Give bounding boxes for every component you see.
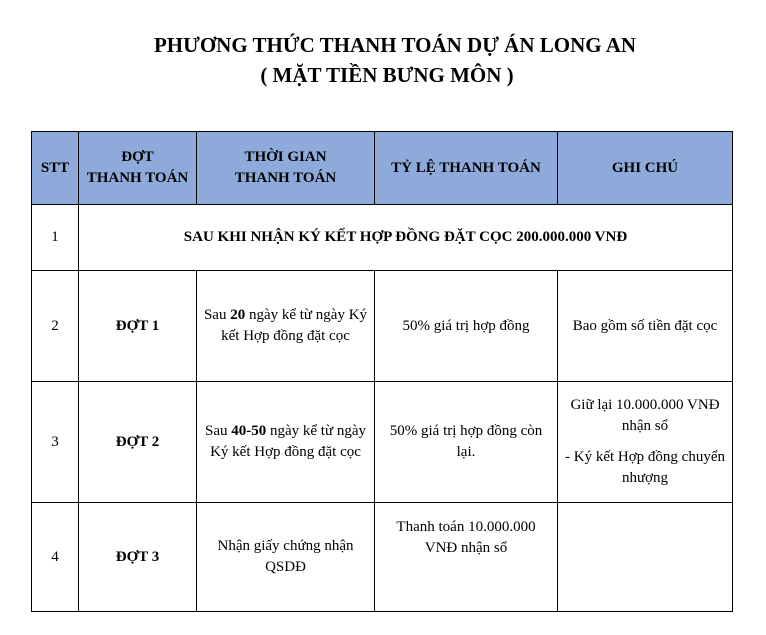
header-time: [197, 132, 375, 205]
cell-stt: 3: [32, 382, 79, 503]
cell-stt: 4: [32, 503, 79, 612]
time-prefix: Sau: [204, 423, 232, 439]
time-prefix: Sau: [203, 307, 231, 323]
cell-ratio: Thanh toán 10.000.000 VNĐ nhận sổ: [375, 503, 558, 612]
header-note: GHI CHÚ: [558, 132, 733, 205]
document-subtitle: ( MẶT TIỀN BƯNG MÔN ): [260, 63, 514, 87]
cell-time: [197, 271, 375, 382]
table-row: [32, 503, 733, 612]
cell-stt: 1: [32, 205, 79, 271]
header-time-line2: THANH TOÁN: [234, 170, 337, 186]
header-time-line1: THỜI GIAN: [244, 149, 327, 165]
payment-schedule-table: [31, 131, 733, 612]
header-installment-line1: ĐỢT: [121, 149, 154, 165]
time-suffix: ngày kể từ ngày Ký kết Hợp đồng đặt cọc: [210, 423, 367, 460]
cell-deposit-merged: SAU KHI NHẬN KÝ KẾT HỢP ĐỒNG ĐẶT CỌC 200.000.000 VNĐ: [79, 205, 733, 271]
time-suffix: ngày kể từ ngày Ký kết Hợp đồng đặt cọc: [221, 307, 368, 344]
cell-note: Bao gồm số tiền đặt cọc: [558, 271, 733, 382]
time-days: 20: [230, 307, 246, 323]
cell-time: [197, 382, 375, 503]
time-days: 40-50: [231, 423, 267, 439]
header-installment: [79, 132, 197, 205]
table-row: [32, 382, 733, 503]
header-installment-line2: THANH TOÁN: [86, 170, 189, 186]
cell-note: [558, 503, 733, 612]
cell-ratio: 50% giá trị hợp đồng: [375, 271, 558, 382]
note-line-1: Giữ lại 10.000.000 VNĐ nhận sổ: [570, 397, 720, 434]
table-row: [32, 205, 733, 271]
cell-time: Nhận giấy chứng nhận QSDĐ: [197, 503, 375, 612]
cell-ratio: 50% giá trị hợp đồng còn lại.: [375, 382, 558, 503]
cell-installment: ĐỢT 3: [79, 503, 197, 612]
table-header-row: [32, 132, 733, 205]
header-stt: STT: [32, 132, 79, 205]
cell-note: [558, 382, 733, 503]
table-row: [32, 271, 733, 382]
document-title: PHƯƠNG THỨC THANH TOÁN DỰ ÁN LONG AN: [153, 33, 637, 57]
note-line-2: - Ký kết Hợp đồng chuyển nhượng: [565, 449, 725, 486]
header-ratio: TỶ LỆ THANH TOÁN: [375, 132, 558, 205]
cell-installment: ĐỢT 1: [79, 271, 197, 382]
cell-stt: 2: [32, 271, 79, 382]
cell-installment: ĐỢT 2: [79, 382, 197, 503]
